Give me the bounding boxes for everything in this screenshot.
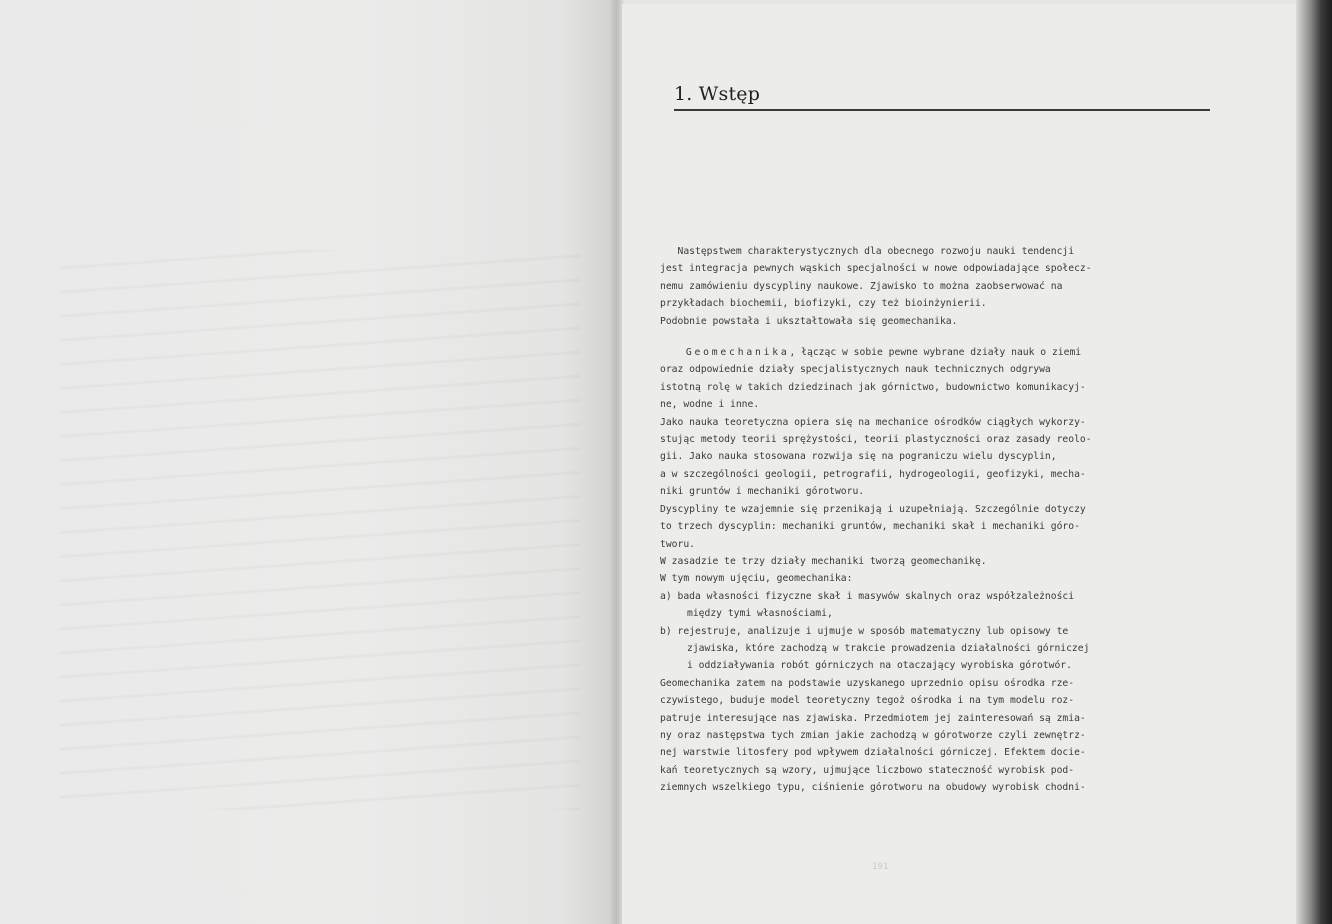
text-line bbox=[660, 344, 1220, 361]
text-line: ziemnych wszelkiego typu, ciśnienie górotworu na obudowy wyrobisk chodni- bbox=[660, 782, 1086, 794]
text-line: Jako nauka teoretyczna opiera się na mechanice ośrodków ciągłych wykorzy- bbox=[660, 416, 1086, 428]
heading-rule bbox=[674, 109, 1210, 111]
list-item-a-continuation: między tymi własnościami, bbox=[687, 608, 833, 620]
text-line: W tym nowym ujęciu, geomechanika: bbox=[660, 573, 853, 585]
left-page-blank bbox=[0, 0, 612, 924]
text-line: nej warstwie litosfery pod wpływem działalności górniczej. Efektem docie- bbox=[660, 747, 1086, 759]
text-line: gii. Jako nauka stosowana rozwija się na pograniczu wielu dyscyplin, bbox=[660, 451, 1057, 463]
text-line: oraz odpowiednie działy specjalistycznych nauk technicznych odgrywa bbox=[660, 364, 1051, 376]
text-line: jest integracja pewnych wąskich specjalności w nowe odpowiadające społecz- bbox=[660, 263, 1092, 275]
list-item-b-continuation: zjawiska, które zachodzą w trakcie prowadzenia działalności górniczej bbox=[687, 642, 1090, 654]
paragraph-gap bbox=[660, 330, 1220, 344]
text-line: stując metody teorii sprężystości, teorii plastyczności oraz zasady reolo- bbox=[660, 434, 1092, 446]
text-line: to trzech dyscyplin: mechaniki gruntów, mechaniki skał i mechaniki góro- bbox=[660, 521, 1080, 533]
text-line: kań teoretycznych są wzory, ujmujące liczbowo stateczność wyrobisk pod- bbox=[660, 764, 1075, 776]
list-item-b: b) rejestruje, analizuje i ujmuje w sposób matematyczny lub opisowy te bbox=[660, 625, 1069, 637]
page-number: 191 bbox=[872, 862, 889, 872]
text-line: ny oraz następstwa tych zmian jakie zachodzą w górotworze czyli zewnętrz- bbox=[660, 729, 1086, 741]
text-line: Podobnie powstała i ukształtowała się geomechanika. bbox=[660, 315, 958, 327]
chapter-heading: 1. Wstęp bbox=[674, 83, 761, 105]
text-line: ne, wodne i inne. bbox=[660, 399, 760, 411]
text-line: nemu zamówieniu dyscypliny naukowe. Zjawisko to można zaobserwować na bbox=[660, 280, 1063, 292]
text-line: tworu. bbox=[660, 538, 695, 550]
text-line: W zasadzie te trzy działy mechaniki tworzą geomechanikę. bbox=[660, 555, 987, 567]
text-fragment: , łącząc w sobie pewne wybrane działy nauk o ziemi bbox=[789, 347, 1082, 359]
page-edge-shadow bbox=[1296, 0, 1332, 924]
text-line: patruje interesujące nas zjawiska. Przedmiotem jej zainteresowań są zmia- bbox=[660, 712, 1086, 724]
bleed-through-text bbox=[60, 250, 580, 810]
list-item-b-continuation: i oddziaływania robót górniczych na otaczający wyrobiska górotwór. bbox=[687, 660, 1072, 672]
text-line: istotną rolę w takich dziedzinach jak górnictwo, budownictwo komunikacyj- bbox=[660, 381, 1086, 393]
text-line: Geomechanika zatem na podstawie uzyskanego uprzednio opisu ośrodka rze- bbox=[660, 677, 1075, 689]
list-item-a: a) bada własności fizyczne skał i masywów skalnych oraz współzależności bbox=[660, 590, 1075, 602]
text-line: Dyscypliny te wzajemnie się przenikają i uzupełniają. Szczególnie dotyczy bbox=[660, 503, 1086, 515]
text-line: czywistego, buduje model teoretyczny tegoż ośrodka i na tym modelu roz- bbox=[660, 695, 1075, 707]
spaced-term-geomechanika: Geomechanika bbox=[660, 347, 790, 359]
text-line: niki gruntów i mechaniki górotworu. bbox=[660, 486, 865, 498]
body-text bbox=[660, 243, 1220, 797]
text-line: a w szczególności geologii, petrografii, hydrogeologii, geofizyki, mecha- bbox=[660, 468, 1086, 480]
text-line: Następstwem charakterystycznych dla obecnego rozwoju nauki tendencji bbox=[660, 246, 1075, 257]
text-line: przykładach biochemii, biofizyki, czy też bioinżynierii. bbox=[660, 298, 987, 310]
